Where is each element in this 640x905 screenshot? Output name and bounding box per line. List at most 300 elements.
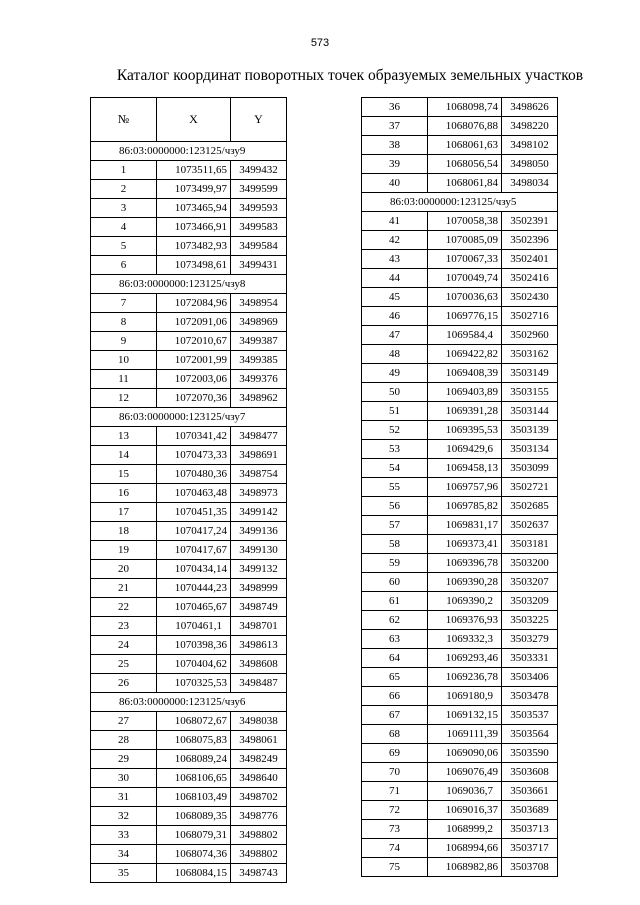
- point-number-cell: 70: [362, 763, 428, 782]
- x-coordinate-cell: 1069236,78: [428, 668, 502, 687]
- y-coordinate-cell: 3502637: [502, 516, 558, 535]
- point-number-cell: 17: [91, 503, 157, 522]
- x-coordinate-cell: 1069180,9: [428, 687, 502, 706]
- point-number-cell: 42: [362, 231, 428, 250]
- table-row: [91, 788, 287, 807]
- y-coordinate-cell: 3502716: [502, 307, 558, 326]
- table-row: [362, 231, 558, 250]
- y-coordinate-cell: 3499431: [231, 256, 287, 275]
- point-number-cell: 30: [91, 769, 157, 788]
- y-coordinate-cell: 3503162: [502, 345, 558, 364]
- table-row: [362, 516, 558, 535]
- point-number-cell: 54: [362, 459, 428, 478]
- table-row: [362, 326, 558, 345]
- point-number-cell: 37: [362, 117, 428, 136]
- y-coordinate-cell: 3503279: [502, 630, 558, 649]
- point-number-cell: 44: [362, 269, 428, 288]
- y-coordinate-cell: 3498702: [231, 788, 287, 807]
- x-coordinate-cell: 1069396,78: [428, 554, 502, 573]
- table-row: [91, 845, 287, 864]
- y-coordinate-cell: 3502396: [502, 231, 558, 250]
- x-coordinate-cell: 1072003,06: [157, 370, 231, 389]
- x-coordinate-cell: 1069076,49: [428, 763, 502, 782]
- point-number-cell: 4: [91, 218, 157, 237]
- table-row: [362, 364, 558, 383]
- y-coordinate-cell: 3498249: [231, 750, 287, 769]
- y-coordinate-cell: 3503134: [502, 440, 558, 459]
- x-coordinate-cell: 1070036,63: [428, 288, 502, 307]
- y-coordinate-cell: 3498613: [231, 636, 287, 655]
- table-row: [91, 332, 287, 351]
- y-coordinate-cell: 3499593: [231, 199, 287, 218]
- x-coordinate-cell: 1073499,97: [157, 180, 231, 199]
- header-number: №: [91, 98, 157, 142]
- table-row: [91, 351, 287, 370]
- x-coordinate-cell: 1072001,99: [157, 351, 231, 370]
- table-row: [91, 313, 287, 332]
- table-row: [362, 630, 558, 649]
- x-coordinate-cell: 1069408,39: [428, 364, 502, 383]
- point-number-cell: 65: [362, 668, 428, 687]
- point-number-cell: 45: [362, 288, 428, 307]
- x-coordinate-cell: 1070473,33: [157, 446, 231, 465]
- y-coordinate-cell: 3503155: [502, 383, 558, 402]
- y-coordinate-cell: 3502416: [502, 269, 558, 288]
- x-coordinate-cell: 1070444,23: [157, 579, 231, 598]
- point-number-cell: 26: [91, 674, 157, 693]
- x-coordinate-cell: 1069036,7: [428, 782, 502, 801]
- point-number-cell: 52: [362, 421, 428, 440]
- y-coordinate-cell: 3503689: [502, 801, 558, 820]
- x-coordinate-cell: 1069429,6: [428, 440, 502, 459]
- point-number-cell: 14: [91, 446, 157, 465]
- y-coordinate-cell: 3498749: [231, 598, 287, 617]
- table-row: [362, 459, 558, 478]
- x-coordinate-cell: 1068994,66: [428, 839, 502, 858]
- point-number-cell: 49: [362, 364, 428, 383]
- table-row: [362, 535, 558, 554]
- y-coordinate-cell: 3498776: [231, 807, 287, 826]
- table-row: [362, 383, 558, 402]
- y-coordinate-cell: 3503225: [502, 611, 558, 630]
- point-number-cell: 48: [362, 345, 428, 364]
- table-row: [362, 421, 558, 440]
- x-coordinate-cell: 1072091,06: [157, 313, 231, 332]
- y-coordinate-cell: 3498701: [231, 617, 287, 636]
- x-coordinate-cell: 1068079,31: [157, 826, 231, 845]
- y-coordinate-cell: 3503139: [502, 421, 558, 440]
- point-number-cell: 74: [362, 839, 428, 858]
- y-coordinate-cell: 3498802: [231, 826, 287, 845]
- y-coordinate-cell: 3499385: [231, 351, 287, 370]
- y-coordinate-cell: 3498626: [502, 98, 558, 117]
- table-row: [91, 522, 287, 541]
- point-number-cell: 20: [91, 560, 157, 579]
- section-label: 86:03:0000000:123125/чзу8: [91, 275, 287, 294]
- x-coordinate-cell: 1070341,42: [157, 427, 231, 446]
- x-coordinate-cell: 1070451,35: [157, 503, 231, 522]
- y-coordinate-cell: 3502721: [502, 478, 558, 497]
- y-coordinate-cell: 3503099: [502, 459, 558, 478]
- x-coordinate-cell: 1068103,49: [157, 788, 231, 807]
- header-x: X: [157, 98, 231, 142]
- table-row: [362, 269, 558, 288]
- table-row: [362, 706, 558, 725]
- y-coordinate-cell: 3503590: [502, 744, 558, 763]
- table-row: [362, 478, 558, 497]
- x-coordinate-cell: 1070461,1: [157, 617, 231, 636]
- y-coordinate-cell: 3498477: [231, 427, 287, 446]
- coordinates-table-right: [361, 97, 558, 877]
- point-number-cell: 56: [362, 497, 428, 516]
- y-coordinate-cell: 3499583: [231, 218, 287, 237]
- y-coordinate-cell: 3499376: [231, 370, 287, 389]
- x-coordinate-cell: 1073482,93: [157, 237, 231, 256]
- point-number-cell: 59: [362, 554, 428, 573]
- x-coordinate-cell: 1069332,3: [428, 630, 502, 649]
- y-coordinate-cell: 3503149: [502, 364, 558, 383]
- y-coordinate-cell: 3498969: [231, 313, 287, 332]
- x-coordinate-cell: 1069132,15: [428, 706, 502, 725]
- point-number-cell: 71: [362, 782, 428, 801]
- point-number-cell: 35: [91, 864, 157, 883]
- y-coordinate-cell: 3503207: [502, 573, 558, 592]
- table-row: [362, 649, 558, 668]
- point-number-cell: 75: [362, 858, 428, 877]
- point-number-cell: 5: [91, 237, 157, 256]
- y-coordinate-cell: 3502430: [502, 288, 558, 307]
- table-row: [362, 117, 558, 136]
- table-row: [362, 554, 558, 573]
- coordinates-table-left: [90, 97, 287, 883]
- x-coordinate-cell: 1068982,86: [428, 858, 502, 877]
- section-row: [91, 408, 287, 427]
- point-number-cell: 12: [91, 389, 157, 408]
- point-number-cell: 29: [91, 750, 157, 769]
- table-row: [362, 782, 558, 801]
- y-coordinate-cell: 3502960: [502, 326, 558, 345]
- x-coordinate-cell: 1070085,09: [428, 231, 502, 250]
- y-coordinate-cell: 3502401: [502, 250, 558, 269]
- y-coordinate-cell: 3503608: [502, 763, 558, 782]
- point-number-cell: 21: [91, 579, 157, 598]
- x-coordinate-cell: 1070067,33: [428, 250, 502, 269]
- point-number-cell: 8: [91, 313, 157, 332]
- table-row: [91, 807, 287, 826]
- point-number-cell: 32: [91, 807, 157, 826]
- y-coordinate-cell: 3498061: [231, 731, 287, 750]
- x-coordinate-cell: 1069390,28: [428, 573, 502, 592]
- table-row: [362, 744, 558, 763]
- table-row: [91, 864, 287, 883]
- section-row: [362, 193, 558, 212]
- point-number-cell: 16: [91, 484, 157, 503]
- section-label: 86:03:0000000:123125/чзу5: [362, 193, 558, 212]
- y-coordinate-cell: 3503717: [502, 839, 558, 858]
- y-coordinate-cell: 3498743: [231, 864, 287, 883]
- page-number: 573: [310, 37, 330, 49]
- y-coordinate-cell: 3499132: [231, 560, 287, 579]
- point-number-cell: 1: [91, 161, 157, 180]
- table-row: [362, 611, 558, 630]
- x-coordinate-cell: 1068061,84: [428, 174, 502, 193]
- point-number-cell: 67: [362, 706, 428, 725]
- section-row: [91, 275, 287, 294]
- point-number-cell: 60: [362, 573, 428, 592]
- x-coordinate-cell: 1069831,17: [428, 516, 502, 535]
- table-row: [91, 199, 287, 218]
- section-label: 86:03:0000000:123125/чзу6: [91, 693, 287, 712]
- y-coordinate-cell: 3498050: [502, 155, 558, 174]
- x-coordinate-cell: 1069785,82: [428, 497, 502, 516]
- y-coordinate-cell: 3503181: [502, 535, 558, 554]
- y-coordinate-cell: 3498038: [231, 712, 287, 731]
- table-row: [91, 769, 287, 788]
- table-row: [91, 750, 287, 769]
- y-coordinate-cell: 3503537: [502, 706, 558, 725]
- y-coordinate-cell: 3498691: [231, 446, 287, 465]
- table-row: [91, 674, 287, 693]
- y-coordinate-cell: 3498220: [502, 117, 558, 136]
- point-number-cell: 64: [362, 649, 428, 668]
- point-number-cell: 6: [91, 256, 157, 275]
- table-row: [362, 573, 558, 592]
- table-row: [91, 484, 287, 503]
- x-coordinate-cell: 1068076,88: [428, 117, 502, 136]
- table-row: [362, 668, 558, 687]
- y-coordinate-cell: 3498999: [231, 579, 287, 598]
- x-coordinate-cell: 1068089,35: [157, 807, 231, 826]
- table-row: [362, 858, 558, 877]
- point-number-cell: 66: [362, 687, 428, 706]
- x-coordinate-cell: 1069757,96: [428, 478, 502, 497]
- table-row: [362, 250, 558, 269]
- table-row: [362, 801, 558, 820]
- y-coordinate-cell: 3503661: [502, 782, 558, 801]
- table-row: [362, 725, 558, 744]
- x-coordinate-cell: 1070463,48: [157, 484, 231, 503]
- x-coordinate-cell: 1069373,41: [428, 535, 502, 554]
- table-row: [362, 687, 558, 706]
- table-body-right: [362, 98, 558, 877]
- point-number-cell: 9: [91, 332, 157, 351]
- x-coordinate-cell: 1070049,74: [428, 269, 502, 288]
- x-coordinate-cell: 1070480,36: [157, 465, 231, 484]
- x-coordinate-cell: 1069458,13: [428, 459, 502, 478]
- x-coordinate-cell: 1070058,38: [428, 212, 502, 231]
- point-number-cell: 58: [362, 535, 428, 554]
- x-coordinate-cell: 1073466,91: [157, 218, 231, 237]
- y-coordinate-cell: 3503564: [502, 725, 558, 744]
- point-number-cell: 10: [91, 351, 157, 370]
- point-number-cell: 69: [362, 744, 428, 763]
- x-coordinate-cell: 1068056,54: [428, 155, 502, 174]
- table-row: [91, 655, 287, 674]
- table-row: [91, 161, 287, 180]
- table-row: [91, 636, 287, 655]
- x-coordinate-cell: 1072070,36: [157, 389, 231, 408]
- table-row: [91, 218, 287, 237]
- table-row: [362, 174, 558, 193]
- table-row: [91, 579, 287, 598]
- point-number-cell: 72: [362, 801, 428, 820]
- y-coordinate-cell: 3503478: [502, 687, 558, 706]
- point-number-cell: 27: [91, 712, 157, 731]
- y-coordinate-cell: 3499130: [231, 541, 287, 560]
- x-coordinate-cell: 1073465,94: [157, 199, 231, 218]
- y-coordinate-cell: 3499432: [231, 161, 287, 180]
- x-coordinate-cell: 1069584,4: [428, 326, 502, 345]
- table-row: [362, 440, 558, 459]
- x-coordinate-cell: 1068074,36: [157, 845, 231, 864]
- y-coordinate-cell: 3502391: [502, 212, 558, 231]
- table-row: [362, 345, 558, 364]
- y-coordinate-cell: 3498802: [231, 845, 287, 864]
- section-row: [91, 693, 287, 712]
- x-coordinate-cell: 1073498,61: [157, 256, 231, 275]
- y-coordinate-cell: 3498640: [231, 769, 287, 788]
- x-coordinate-cell: 1070465,67: [157, 598, 231, 617]
- table-row: [362, 212, 558, 231]
- section-row: [91, 142, 287, 161]
- x-coordinate-cell: 1070325,53: [157, 674, 231, 693]
- y-coordinate-cell: 3499387: [231, 332, 287, 351]
- x-coordinate-cell: 1070404,62: [157, 655, 231, 674]
- x-coordinate-cell: 1069391,28: [428, 402, 502, 421]
- table-row: [91, 617, 287, 636]
- y-coordinate-cell: 3503144: [502, 402, 558, 421]
- point-number-cell: 47: [362, 326, 428, 345]
- point-number-cell: 40: [362, 174, 428, 193]
- table-body-left: [91, 142, 287, 883]
- y-coordinate-cell: 3499136: [231, 522, 287, 541]
- table-row: [362, 497, 558, 516]
- point-number-cell: 25: [91, 655, 157, 674]
- table-row: [91, 826, 287, 845]
- x-coordinate-cell: 1070434,14: [157, 560, 231, 579]
- x-coordinate-cell: 1068084,15: [157, 864, 231, 883]
- point-number-cell: 11: [91, 370, 157, 389]
- point-number-cell: 15: [91, 465, 157, 484]
- x-coordinate-cell: 1068999,2: [428, 820, 502, 839]
- point-number-cell: 68: [362, 725, 428, 744]
- x-coordinate-cell: 1073511,65: [157, 161, 231, 180]
- point-number-cell: 3: [91, 199, 157, 218]
- point-number-cell: 51: [362, 402, 428, 421]
- point-number-cell: 73: [362, 820, 428, 839]
- y-coordinate-cell: 3503406: [502, 668, 558, 687]
- x-coordinate-cell: 1069395,53: [428, 421, 502, 440]
- x-coordinate-cell: 1070398,36: [157, 636, 231, 655]
- point-number-cell: 33: [91, 826, 157, 845]
- table-row: [91, 370, 287, 389]
- y-coordinate-cell: 3498962: [231, 389, 287, 408]
- y-coordinate-cell: 3498608: [231, 655, 287, 674]
- point-number-cell: 18: [91, 522, 157, 541]
- table-row: [362, 402, 558, 421]
- x-coordinate-cell: 1068089,24: [157, 750, 231, 769]
- point-number-cell: 50: [362, 383, 428, 402]
- y-coordinate-cell: 3498034: [502, 174, 558, 193]
- point-number-cell: 41: [362, 212, 428, 231]
- table-row: [91, 427, 287, 446]
- point-number-cell: 43: [362, 250, 428, 269]
- table-header-row: [91, 98, 287, 142]
- x-coordinate-cell: 1068106,65: [157, 769, 231, 788]
- x-coordinate-cell: 1069090,06: [428, 744, 502, 763]
- header-y: Y: [231, 98, 287, 142]
- x-coordinate-cell: 1069376,93: [428, 611, 502, 630]
- point-number-cell: 19: [91, 541, 157, 560]
- x-coordinate-cell: 1069390,2: [428, 592, 502, 611]
- table-row: [91, 465, 287, 484]
- x-coordinate-cell: 1069403,89: [428, 383, 502, 402]
- table-row: [91, 446, 287, 465]
- table-row: [91, 598, 287, 617]
- y-coordinate-cell: 3498102: [502, 136, 558, 155]
- table-row: [91, 560, 287, 579]
- page-title: Каталог координат поворотных точек образуемых земельных участков: [116, 67, 584, 84]
- x-coordinate-cell: 1069111,39: [428, 725, 502, 744]
- table-row: [362, 155, 558, 174]
- point-number-cell: 38: [362, 136, 428, 155]
- x-coordinate-cell: 1070417,24: [157, 522, 231, 541]
- point-number-cell: 28: [91, 731, 157, 750]
- y-coordinate-cell: 3503713: [502, 820, 558, 839]
- section-label: 86:03:0000000:123125/чзу7: [91, 408, 287, 427]
- x-coordinate-cell: 1068061,63: [428, 136, 502, 155]
- point-number-cell: 24: [91, 636, 157, 655]
- table-row: [91, 541, 287, 560]
- y-coordinate-cell: 3503331: [502, 649, 558, 668]
- x-coordinate-cell: 1068098,74: [428, 98, 502, 117]
- point-number-cell: 55: [362, 478, 428, 497]
- x-coordinate-cell: 1069776,15: [428, 307, 502, 326]
- point-number-cell: 57: [362, 516, 428, 535]
- table-row: [91, 294, 287, 313]
- table-row: [91, 731, 287, 750]
- point-number-cell: 13: [91, 427, 157, 446]
- point-number-cell: 36: [362, 98, 428, 117]
- point-number-cell: 61: [362, 592, 428, 611]
- section-label: 86:03:0000000:123125/чзу9: [91, 142, 287, 161]
- table-row: [362, 592, 558, 611]
- table-row: [91, 712, 287, 731]
- x-coordinate-cell: 1070417,67: [157, 541, 231, 560]
- x-coordinate-cell: 1072084,96: [157, 294, 231, 313]
- y-coordinate-cell: 3503200: [502, 554, 558, 573]
- y-coordinate-cell: 3499599: [231, 180, 287, 199]
- table-row: [362, 839, 558, 858]
- y-coordinate-cell: 3499584: [231, 237, 287, 256]
- point-number-cell: 23: [91, 617, 157, 636]
- point-number-cell: 62: [362, 611, 428, 630]
- table-row: [91, 503, 287, 522]
- y-coordinate-cell: 3498754: [231, 465, 287, 484]
- y-coordinate-cell: 3498487: [231, 674, 287, 693]
- y-coordinate-cell: 3503209: [502, 592, 558, 611]
- table-row: [362, 820, 558, 839]
- point-number-cell: 34: [91, 845, 157, 864]
- y-coordinate-cell: 3502685: [502, 497, 558, 516]
- point-number-cell: 31: [91, 788, 157, 807]
- y-coordinate-cell: 3503708: [502, 858, 558, 877]
- point-number-cell: 46: [362, 307, 428, 326]
- x-coordinate-cell: 1069016,37: [428, 801, 502, 820]
- point-number-cell: 22: [91, 598, 157, 617]
- table-row: [362, 763, 558, 782]
- table-row: [362, 288, 558, 307]
